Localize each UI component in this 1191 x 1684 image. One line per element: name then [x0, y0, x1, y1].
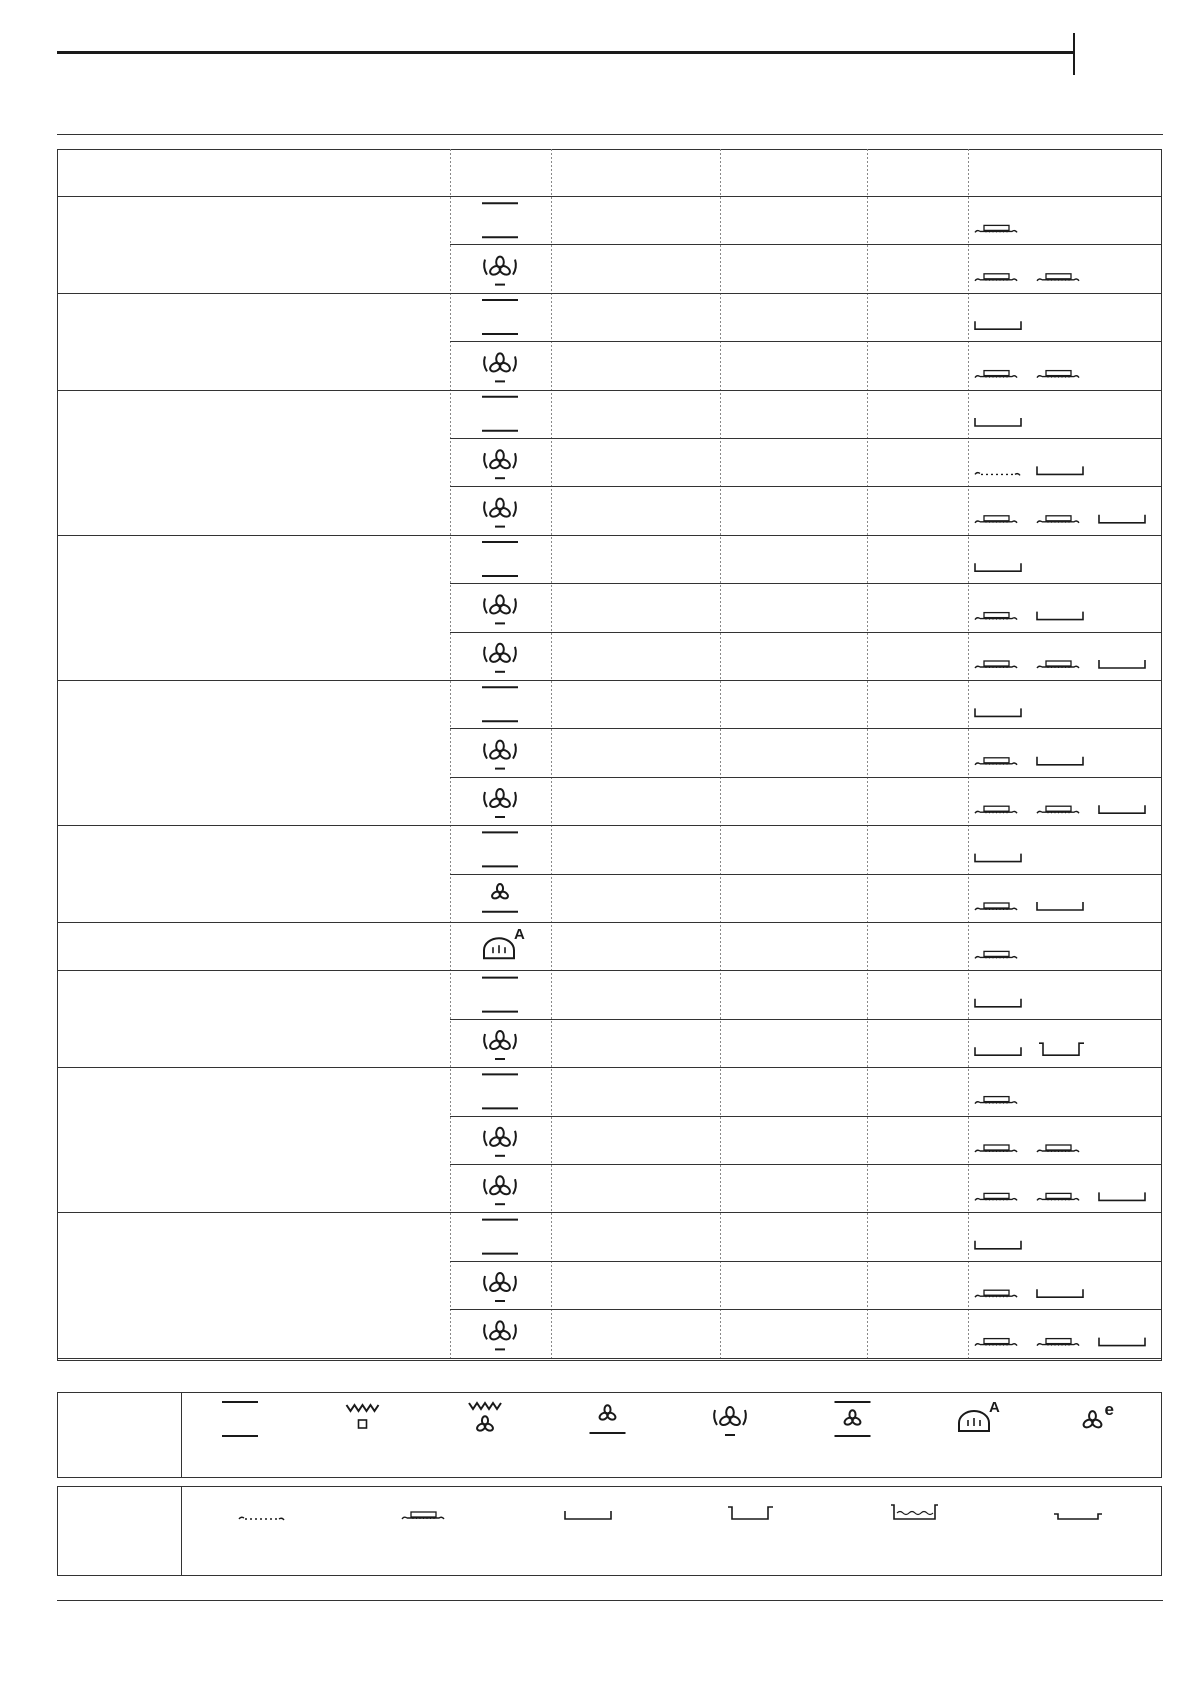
wire-rack-icon — [975, 661, 1017, 668]
deep-pan-icon — [728, 1507, 773, 1519]
baking-tray-icon — [975, 999, 1021, 1007]
baking-tray-icon — [1037, 612, 1083, 620]
hot-air-icon — [484, 257, 516, 285]
top-bottom-heat-icon — [482, 203, 518, 237]
grill-hot-air-icon — [469, 1403, 501, 1432]
hot-air-bottom-heat-icon — [482, 884, 518, 912]
top-bottom-heat-icon — [482, 1074, 518, 1108]
baking-tray-icon — [565, 1511, 611, 1519]
wire-rack-icon — [975, 806, 1017, 813]
wire-rack-icon — [975, 1290, 1017, 1297]
deep-pan-icon — [1039, 1043, 1084, 1055]
baking-tray-icon — [1099, 515, 1145, 523]
wire-rack-icon — [1037, 371, 1079, 378]
wire-rack-icon — [975, 371, 1017, 378]
section-rule — [57, 134, 1163, 135]
wire-rack-icon — [975, 613, 1017, 620]
svg-text:A: A — [989, 1399, 1000, 1416]
shallow-pan-icon — [1054, 1514, 1102, 1519]
baking-tray-icon — [975, 854, 1021, 862]
top-bottom-heat-icon — [482, 978, 518, 1012]
hot-air-icon — [484, 789, 516, 817]
wire-rack-icon — [975, 1193, 1017, 1200]
hot-air-icon — [484, 499, 516, 527]
wire-rack-icon — [975, 1339, 1017, 1346]
top-bottom-heat-icon — [222, 1402, 258, 1436]
baking-tray-icon — [975, 1047, 1021, 1055]
wire-rack-icon — [1037, 806, 1079, 813]
baking-tray-icon — [975, 563, 1021, 571]
hot-air-icon — [484, 1031, 516, 1059]
bread-auto-icon — [959, 1399, 1000, 1431]
svg-text:e: e — [1104, 1400, 1114, 1419]
top-bottom-heat-icon — [482, 1220, 518, 1254]
hot-air-icon — [714, 1407, 746, 1435]
top-bottom-heat-icon — [482, 397, 518, 431]
baking-tray-icon — [1037, 1289, 1083, 1297]
grill-rack-icon — [239, 1517, 284, 1520]
hot-air-icon — [484, 1176, 516, 1204]
accessory-legend-icons — [182, 1487, 1163, 1575]
wire-rack-icon — [975, 1097, 1017, 1104]
hot-air-icon — [484, 1321, 516, 1349]
wire-rack-icon — [975, 1145, 1017, 1152]
top-bottom-heat-icon — [482, 687, 518, 721]
baking-tray-icon — [1037, 466, 1083, 474]
hot-air-icon — [484, 1128, 516, 1156]
footer-rule — [57, 1600, 1163, 1601]
wire-rack-icon — [1037, 1193, 1079, 1200]
wire-rack-icon — [1037, 1339, 1079, 1346]
baking-tray-icon — [1099, 1338, 1145, 1346]
wire-rack-icon — [1037, 274, 1079, 281]
baking-tray-icon — [975, 708, 1021, 716]
baking-tray-icon — [1099, 660, 1145, 668]
mode-legend-icons — [182, 1393, 1163, 1477]
accessory-legend — [57, 1486, 1162, 1576]
grill-rack-icon — [975, 473, 1020, 476]
wire-rack-icon — [975, 758, 1017, 765]
header-tick — [1073, 33, 1075, 75]
wire-rack-icon — [975, 274, 1017, 281]
baking-tray-icon — [975, 321, 1021, 329]
mode-legend — [57, 1392, 1162, 1478]
baking-tray-icon — [975, 1241, 1021, 1249]
bread-auto-icon — [484, 926, 525, 958]
water-pan-icon — [891, 1505, 938, 1519]
baking-table-grid — [57, 149, 1162, 1361]
hot-air-icon — [484, 595, 516, 623]
grill-small-icon — [347, 1405, 379, 1428]
wire-rack-icon — [1037, 1145, 1079, 1152]
baking-tray-icon — [1099, 1192, 1145, 1200]
svg-text:A: A — [514, 926, 525, 944]
wire-rack-icon — [402, 1512, 444, 1519]
top-bottom-heat-icon — [482, 300, 518, 334]
wire-rack-icon — [975, 951, 1017, 958]
header-rule — [57, 51, 1074, 54]
top-bottom-heat-icon — [482, 542, 518, 576]
hot-air-icon — [484, 450, 516, 478]
wire-rack-icon — [975, 516, 1017, 523]
wire-rack-icon — [975, 225, 1017, 232]
hot-air-icon — [484, 741, 516, 769]
wire-rack-icon — [1037, 516, 1079, 523]
wire-rack-icon — [1037, 661, 1079, 668]
wire-rack-icon — [975, 903, 1017, 910]
hot-air-icon — [484, 353, 516, 381]
hot-air-eco-icon — [1082, 1400, 1114, 1429]
hot-air-icon — [484, 644, 516, 672]
baking-tray-icon — [1037, 757, 1083, 765]
hot-air-bottom-heat-icon — [590, 1405, 626, 1433]
baking-table — [57, 149, 1162, 1361]
hot-air-icon — [484, 1273, 516, 1301]
baking-tray-icon — [1037, 902, 1083, 910]
baking-tray-icon — [1099, 805, 1145, 813]
hot-air-top-bottom-icon — [835, 1402, 871, 1436]
top-bottom-heat-icon — [482, 832, 518, 866]
baking-tray-icon — [975, 418, 1021, 426]
